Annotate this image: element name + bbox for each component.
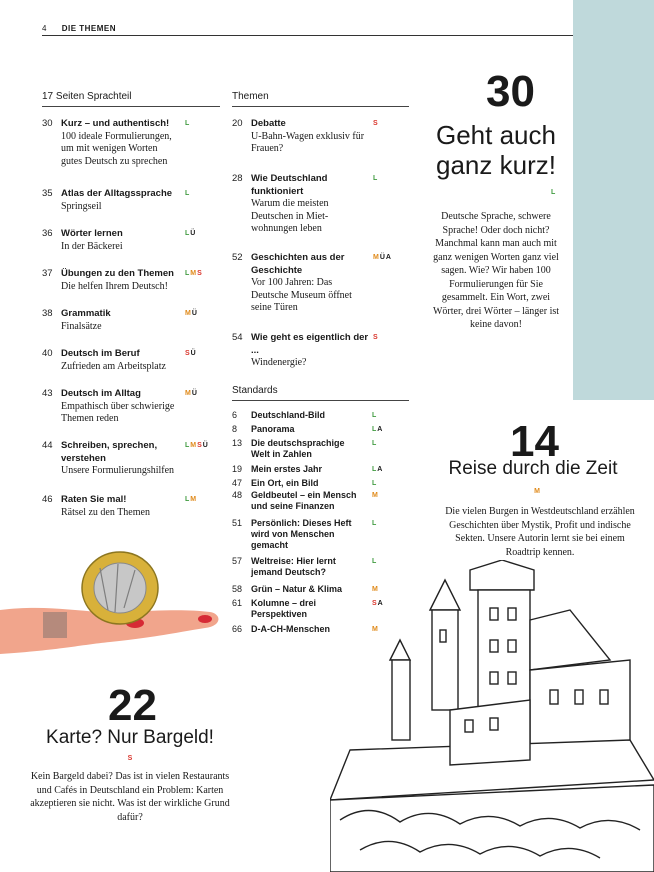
teal-background-block xyxy=(573,0,654,400)
toc-entry-subtitle: Warum die meisten Deutschen in Miet-wohnungen leben xyxy=(251,198,329,234)
toc-entry-page: 54 xyxy=(232,332,243,343)
level-badge: Ü xyxy=(190,230,197,237)
standards-entry-title: Weltreise: Hier lernt jemand Deutsch? xyxy=(251,556,336,577)
toc-entry-subtitle: Die helfen Ihrem Deutsch! xyxy=(61,280,168,292)
toc-entry-title: Kurz – und authentisch! xyxy=(61,118,170,129)
standards-entry-title: D-A-CH-Menschen xyxy=(251,624,331,634)
left-column-heading: 17 Seiten Sprachteil xyxy=(42,91,220,107)
level-badges xyxy=(372,410,377,421)
castle-illustration xyxy=(330,560,654,872)
level-badges xyxy=(185,268,203,281)
level-badges xyxy=(185,308,198,321)
toc-entry-subtitle: U-Bahn-Wagen exklusiv für Frauen? xyxy=(251,130,365,154)
standards-entry-title: Grün – Natur & Klima xyxy=(251,584,343,594)
toc-entry[interactable] xyxy=(42,118,220,168)
level-badges xyxy=(185,228,196,241)
standards-entry-title: Mein erstes Jahr xyxy=(251,464,323,474)
standards-entry-page: 48 xyxy=(232,490,243,500)
blurred-patch xyxy=(43,612,67,638)
section-title: DIE THEMEN xyxy=(61,24,117,33)
toc-entry[interactable] xyxy=(42,388,220,426)
standards-entry-page: 51 xyxy=(232,518,243,528)
standards-entry-title: Kolumne – drei Perspektiven xyxy=(251,598,317,619)
page-number: 4 xyxy=(42,24,47,33)
level-badge: Ü xyxy=(379,254,386,261)
level-badge: M xyxy=(190,496,198,503)
level-badge: L xyxy=(373,175,379,182)
feature-22-headline: Karte? Nur Bargeld! xyxy=(46,727,214,748)
level-badge: Ü xyxy=(191,310,198,317)
standards-entry-title: Panorama xyxy=(251,424,295,434)
level-badge: S xyxy=(185,350,191,357)
level-badges xyxy=(185,188,190,201)
level-badges xyxy=(373,252,392,265)
standards-entry[interactable] xyxy=(232,424,409,435)
standards-entry-title: Geldbeutel – ein Mensch und seine Finanzen xyxy=(251,490,357,511)
toc-entry-title: Deutsch im Alltag xyxy=(61,388,141,399)
toc-entry-title: Wörter lernen xyxy=(61,228,123,239)
toc-entry-subtitle: Rätsel zu den Themen xyxy=(61,506,150,518)
level-badges xyxy=(373,118,379,131)
toc-entry-title: Wie Deutschland funktioniert xyxy=(251,173,328,197)
standards-entry-page: 61 xyxy=(232,598,243,608)
left-column xyxy=(42,91,220,107)
toc-entry-page: 43 xyxy=(42,388,53,399)
toc-entry-page: 28 xyxy=(232,173,243,184)
toc-entry[interactable] xyxy=(232,332,409,370)
standards-entry[interactable] xyxy=(232,518,409,551)
feature-30-headline xyxy=(431,120,561,180)
feature-30-text: Deutsche Sprache, schwere Sprache! Oder doch nicht? Manchmal kann man auch mit ganz wenigen Worten ganz viel sagen. Wie? Wir haben 100 Formulierungen für Sie gesammelt. Ein Wort, zwei Wörter, drei Wörter – länger ist keine davon! xyxy=(432,211,560,330)
toc-entry-subtitle: Windenergie? xyxy=(251,357,307,368)
toc-entry-page: 35 xyxy=(42,188,53,199)
standards-entry-title: Ein Ort, ein Bild xyxy=(251,478,319,488)
standards-entry-title: Die deutschsprachige Welt in Zahlen xyxy=(251,438,345,459)
level-badge: L xyxy=(372,466,378,473)
toc-entry[interactable] xyxy=(42,188,220,213)
standards-entry[interactable] xyxy=(232,490,409,512)
feature-22-text: Kein Bargeld dabei? Das ist in vielen Restaurants und Cafés in Deutschland ein Problem: Karten akzeptieren sie nicht. Was ist der wirkliche Grund dafür? xyxy=(30,771,230,823)
level-badges xyxy=(372,518,377,529)
level-badge: L xyxy=(185,230,191,237)
level-badge: Ü xyxy=(191,390,198,397)
level-badge: M xyxy=(372,626,379,633)
standards-entry-page: 8 xyxy=(232,424,238,434)
toc-entry[interactable] xyxy=(42,268,220,293)
toc-entry-page: 36 xyxy=(42,228,53,239)
toc-entry-subtitle: Zufrieden am Arbeitsplatz xyxy=(61,360,166,372)
toc-entry-title: Debatte xyxy=(251,118,286,129)
feature-30-level-badge: L xyxy=(551,189,556,196)
mid-column-heading: Themen xyxy=(232,91,409,107)
level-badge: Ü xyxy=(202,442,209,449)
toc-entry-title: Deutsch im Beruf xyxy=(61,348,140,359)
page-header xyxy=(42,24,116,33)
level-badge: M xyxy=(190,270,198,277)
level-badge: L xyxy=(372,480,378,487)
level-badge: L xyxy=(185,190,191,197)
toc-entry[interactable] xyxy=(42,494,220,519)
euro-coin-center xyxy=(94,563,146,613)
level-badges xyxy=(372,490,379,501)
toc-entry-subtitle: Vor 100 Jahren: Das Deutsche Museum öffnet seine Türen xyxy=(251,277,352,313)
standards-section xyxy=(232,385,409,401)
level-badge: L xyxy=(185,442,191,449)
level-badge: L xyxy=(185,270,191,277)
level-badge: Ü xyxy=(190,350,197,357)
feature-14-level-badge: M xyxy=(534,488,540,495)
level-badges xyxy=(185,494,197,507)
feature-14-text: Die vielen Burgen in Westdeutschland erzählen Geschichten über Mystik, Profit und indische Sekten. Unsere Autorin lernt sie bei einem Roadtrip kennen. xyxy=(445,506,635,558)
mid-entry-list xyxy=(232,118,409,378)
toc-entry-title: Geschichten aus der Geschichte xyxy=(251,252,345,276)
level-badge: L xyxy=(372,520,378,527)
level-badge: A xyxy=(385,254,392,261)
toc-entry-page: 40 xyxy=(42,348,53,359)
toc-entry-subtitle: Finalsätze xyxy=(61,320,102,332)
toc-entry-title: Schreiben, sprechen, verstehen xyxy=(61,440,158,464)
level-badges xyxy=(185,440,209,453)
level-badge: L xyxy=(372,412,378,419)
level-badge: L xyxy=(185,496,191,503)
standards-entry[interactable] xyxy=(232,464,409,475)
level-badge: M xyxy=(372,586,379,593)
standards-heading: Standards xyxy=(232,385,409,401)
toc-entry-title: Raten Sie mal! xyxy=(61,494,127,505)
toc-entry-page: 37 xyxy=(42,268,53,279)
toc-entry[interactable] xyxy=(232,118,409,156)
level-badges xyxy=(185,388,198,401)
toc-entry-page: 38 xyxy=(42,308,53,319)
feature-22-number: 22 xyxy=(108,681,157,730)
feature-14-headline: Reise durch die Zeit xyxy=(448,458,618,479)
toc-entry[interactable] xyxy=(232,173,409,236)
left-entry-list xyxy=(42,118,220,538)
feature-30-headline-line1: Geht auch xyxy=(436,120,556,150)
level-badge: S xyxy=(373,120,379,127)
toc-entry-title: Wie geht es eigentlich der ... xyxy=(251,332,369,356)
level-badge: A xyxy=(377,466,384,473)
header-rule xyxy=(42,35,573,36)
level-badge: S xyxy=(197,270,203,277)
level-badge: S xyxy=(373,334,379,341)
standards-entry-page: 66 xyxy=(232,624,243,634)
level-badge: A xyxy=(377,426,384,433)
standards-entry-title: Persönlich: Dieses Heft wird von Menschen gemacht xyxy=(251,518,352,550)
standards-entry-title: Deutschland-Bild xyxy=(251,410,326,420)
toc-entry-subtitle: Empathisch über schwierige Themen reden xyxy=(61,400,175,424)
standards-entry[interactable] xyxy=(232,410,409,421)
standards-entry-page: 57 xyxy=(232,556,243,566)
feature-30-headline-line2: ganz kurz! xyxy=(436,150,556,180)
toc-entry[interactable] xyxy=(42,440,220,478)
toc-entry-page: 20 xyxy=(232,118,243,129)
standards-entry[interactable] xyxy=(232,478,409,489)
toc-entry-page: 30 xyxy=(42,118,53,129)
level-badge: S xyxy=(372,600,378,607)
toc-entry[interactable] xyxy=(42,308,220,333)
toc-entry-title: Übungen zu den Themen xyxy=(61,268,174,279)
standards-entry-page: 6 xyxy=(232,410,238,420)
toc-entry-subtitle: Unsere Formulierungshilfen xyxy=(61,465,175,476)
standards-entry-page: 13 xyxy=(232,438,243,448)
level-badges xyxy=(372,464,383,475)
standards-entry-page: 58 xyxy=(232,584,243,594)
feature-30-number: 30 xyxy=(486,67,535,116)
level-badge: M xyxy=(372,492,379,499)
standards-entry[interactable] xyxy=(232,438,409,460)
level-badge: L xyxy=(372,440,378,447)
level-badges xyxy=(185,348,197,361)
level-badge: L xyxy=(372,426,378,433)
level-badge: S xyxy=(197,442,203,449)
standards-entry-page: 47 xyxy=(232,478,243,488)
toc-entry[interactable] xyxy=(42,348,220,373)
level-badges xyxy=(373,173,378,186)
toc-entry-subtitle: 100 ideale Formulierungen, um mit wenigen Worten gutes Deutsch zu sprechen xyxy=(61,130,172,167)
level-badge: M xyxy=(185,390,192,397)
toc-entry-subtitle: Springseil xyxy=(61,200,102,212)
toc-entry-title: Atlas der Alltagssprache xyxy=(61,188,173,199)
toc-entry[interactable] xyxy=(232,252,409,315)
level-badges xyxy=(185,118,190,131)
feature-14-number: 14 xyxy=(510,417,559,466)
level-badge: L xyxy=(185,120,191,127)
level-badges xyxy=(372,478,377,489)
hand-coin-illustration xyxy=(0,550,230,660)
standards-entry-page: 19 xyxy=(232,464,243,474)
feature-22-level-badge: S xyxy=(127,755,133,762)
level-badge: A xyxy=(377,600,384,607)
toc-entry-subtitle: In der Bäckerei xyxy=(61,240,123,252)
toc-entry[interactable] xyxy=(42,228,220,253)
level-badges xyxy=(373,332,379,345)
toc-entry-page: 46 xyxy=(42,494,53,505)
mid-column xyxy=(232,91,409,107)
level-badge: L xyxy=(372,558,378,565)
level-badge: M xyxy=(190,442,198,449)
level-badge: M xyxy=(185,310,192,317)
fingernail-2 xyxy=(198,615,212,623)
toc-entry-page: 52 xyxy=(232,252,243,263)
level-badges xyxy=(372,424,383,435)
level-badge: M xyxy=(373,254,380,261)
toc-entry-title: Grammatik xyxy=(61,308,111,319)
toc-entry-page: 44 xyxy=(42,440,53,451)
level-badges xyxy=(372,438,377,449)
